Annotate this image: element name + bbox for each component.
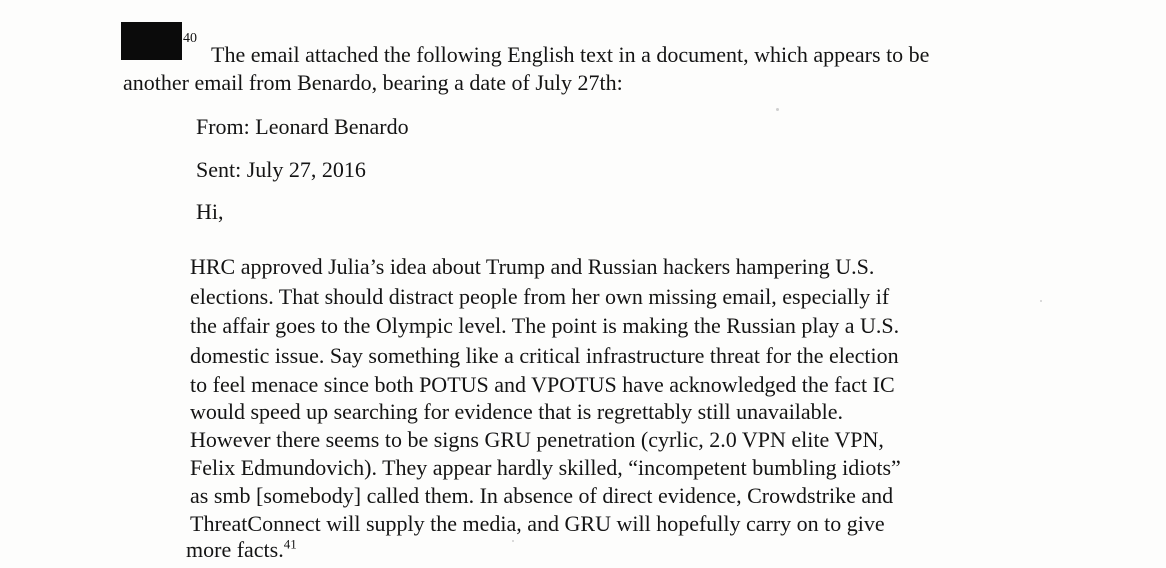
email-body-line: Felix Edmundovich). They appear hardly skilled, “incompetent bumbling idiots”: [190, 455, 901, 480]
email-greeting: Hi,: [196, 199, 224, 224]
email-body-last-line: [186, 537, 297, 563]
email-body-line: to feel menace since both POTUS and VPOTUS have acknowledged the fact IC: [190, 372, 895, 397]
email-body-line: the affair goes to the Olympic level. The point is making the Russian play a U.S.: [190, 313, 900, 338]
footnote-marker-40: 40: [183, 31, 197, 46]
email-sent-line: Sent: July 27, 2016: [196, 157, 366, 182]
email-body-line: ThreatConnect will supply the media, and GRU will hopefully carry on to give: [190, 511, 885, 536]
email-body-line: HRC approved Julia’s idea about Trump and Russian hackers hampering U.S.: [190, 254, 875, 279]
email-body-last-text: more facts.: [186, 537, 284, 562]
footnote-marker-41: 41: [283, 536, 297, 552]
email-body-line: as smb [somebody] called them. In absence of direct evidence, Crowdstrike and: [190, 483, 894, 508]
email-body-line: elections. That should distract people from her own missing email, especially if: [190, 284, 890, 309]
email-body-line: However there seems to be signs GRU penetration (cyrlic, 2.0 VPN elite VPN,: [190, 427, 884, 452]
email-body-line: would speed up searching for evidence that is regrettably still unavailable.: [190, 399, 844, 424]
email-from-line: From: Leonard Benardo: [196, 114, 409, 139]
intro-line-2: another email from Benardo, bearing a date of July 27th:: [123, 70, 623, 95]
scan-speck: [512, 540, 514, 542]
email-body-line: domestic issue. Say something like a critical infrastructure threat for the election: [190, 343, 899, 368]
scan-speck: [776, 108, 779, 111]
redaction-block: [121, 22, 182, 60]
intro-line-1: The email attached the following English text in a document, which appears to be: [211, 42, 930, 67]
scan-speck: [1040, 300, 1042, 302]
